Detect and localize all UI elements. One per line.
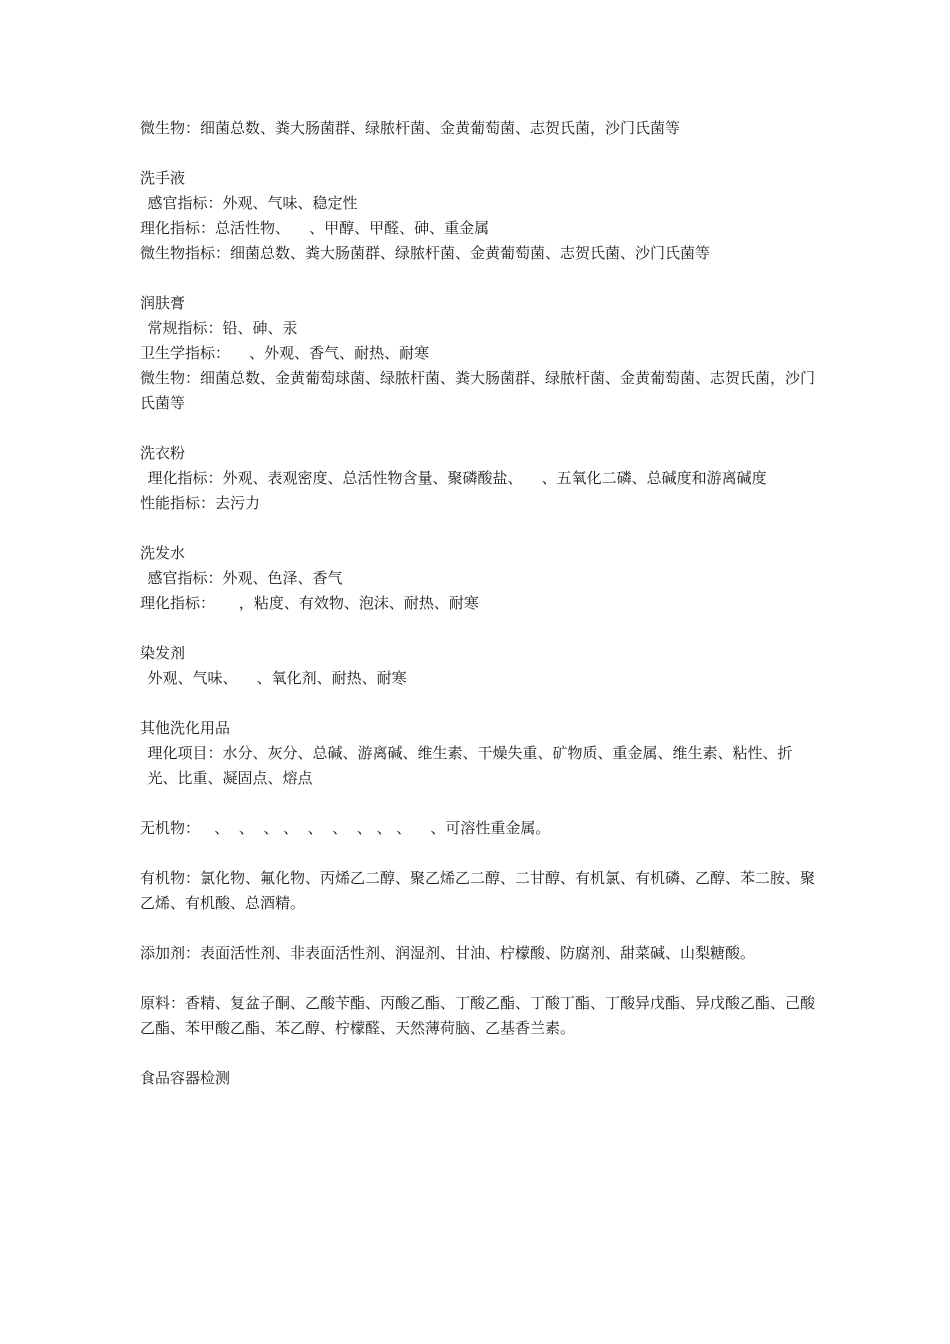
shampoo-sensory-line: 感官指标：外观、色泽、香气 [147,569,343,587]
spacer [140,416,820,441]
lotion-routine-line: 常规指标：铅、砷、汞 [147,319,298,337]
additive-line: 添加剂：表面活性剂、非表面活性剂、润湿剂、甘油、柠檬酸、防腐剂、甜菜碱、山梨糖酸。 [140,944,756,962]
spacer [140,266,820,291]
hand-wash-sensory-line: 感官指标：外观、气味、稳定性 [147,194,358,212]
lotion-microbe-line: 微生物：细菌总数、金黄葡萄球菌、绿脓杆菌、粪大肠菌群、绿脓杆菌、金黄葡萄菌、志贺氏菌，沙门氏菌等 [140,369,816,412]
spacer [140,616,820,641]
spacer [140,966,820,991]
spacer [140,841,820,866]
section-title-shampoo: 洗发水 [140,544,186,562]
raw-material-line: 原料：香精、复盆子酮、乙酸苄酯、丙酸乙酯、丁酸乙酯、丁酸丁酯、丁酸异戊酯、异戊酸乙酯、己酸乙酯、苯甲酸乙酯、苯乙醇、柠檬醛、天然薄荷脑、乙基香兰素。 [140,994,816,1037]
organic-line: 有机物：氯化物、氟化物、丙烯乙二醇、聚乙烯乙二醇、二甘醇、有机氯、有机磷、乙醇、苯二胺、聚乙烯、有机酸、总酒精。 [140,869,816,912]
section-title-detergent: 洗衣粉 [140,444,186,462]
spacer [140,516,820,541]
hand-wash-microbe-line: 微生物指标：细菌总数、粪大肠菌群、绿脓杆菌、金黄葡萄菌、志贺氏菌、沙门氏菌等 [140,244,711,262]
detergent-performance-line: 性能指标：去污力 [140,494,261,512]
spacer [140,691,820,716]
section-title-other: 其他洗化用品 [140,719,231,737]
section-title-hair-dye: 染发剂 [140,644,186,662]
spacer [140,1041,820,1066]
section-title-hand-wash: 洗手液 [140,169,186,187]
hair-dye-line: 外观、气味、 、氧化剂、耐热、耐寒 [147,669,407,687]
shampoo-physchem-line: 理化指标： ，粘度、有效物、泡沫、耐热、耐寒 [140,594,479,612]
spacer [140,141,820,166]
inorganic-line: 无机物： 、 、 、 、 、 、 、 、 、 、可溶性重金属。 [140,819,551,837]
spacer [140,916,820,941]
hand-wash-physchem-line: 理化指标：总活性物、 、甲醇、甲醛、砷、重金属 [140,219,490,237]
lotion-hygiene-line: 卫生学指标： 、外观、香气、耐热、耐寒 [140,344,430,362]
spacer [140,791,820,816]
section-title-food-container: 食品容器检测 [140,1069,231,1087]
detergent-physchem-line: 理化指标：外观、表观密度、总活性物含量、聚磷酸盐、 、五氧化二磷、总碱度和游离碱度 [147,469,767,487]
section-title-lotion: 润肤膏 [140,294,186,312]
document-body [140,116,820,1091]
other-physchem-line: 理化项目：水分、灰分、总碱、游离碱、维生素、干燥失重、矿物质、重金属、维生素、粘性、折光、比重、凝固点、熔点 [147,744,793,787]
microbe-line: 微生物：细菌总数、粪大肠菌群、绿脓杆菌、金黄葡萄菌、志贺氏菌，沙门氏菌等 [140,119,681,137]
